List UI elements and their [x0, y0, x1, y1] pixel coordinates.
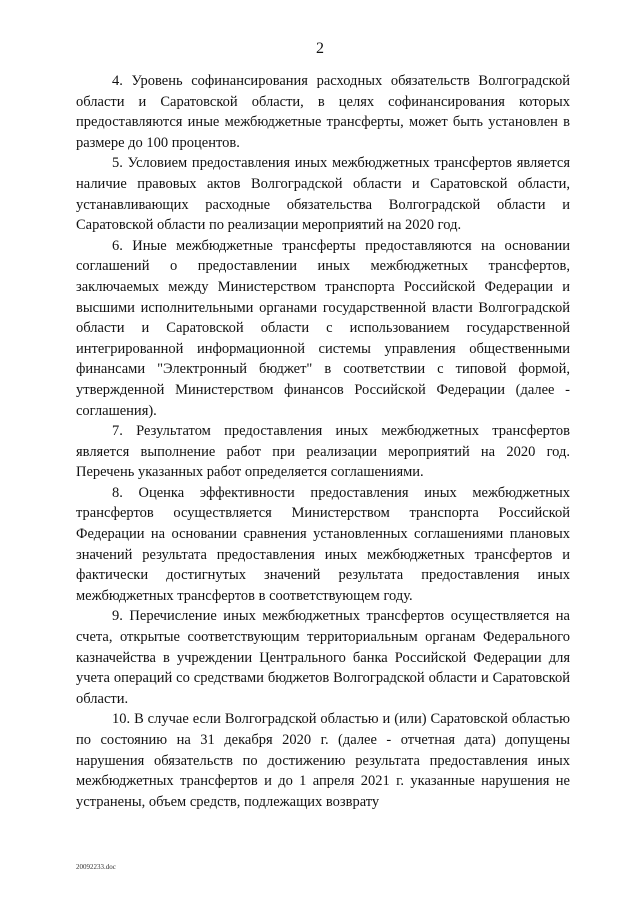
paragraph-9: 9. Перечисление иных межбюджетных трансфертов осуществляется на счета, открытые соответствующим территориальным органам Федерального казначейства в учреждении Центрального банка Российской Федерации для учета операций со средствами бюджетов Волгоградской области и Саратовской области.: [76, 608, 570, 707]
paragraph-5: 5. Условием предоставления иных межбюджетных трансфертов является наличие правовых актов Волгоградской области и Саратовской области, устанавливающих расходные обязательства Волгоградской области и Саратовской области по реализации мероприятий на 2020 год.: [76, 155, 570, 234]
file-name-footer: 20092233.doc: [76, 863, 116, 871]
paragraph-6: 6. Иные межбюджетные трансферты предоставляются на основании соглашений о предоставлении иных межбюджетных трансфертов, заключаемых между Министерством транспорта Российской Федерации и высшими исполнительными органами государственной власти Волгоградской области и Саратовской области с использованием государственной интегрированной информационной системы управления общественными финансами "Электронный бюджет" в соответствии с типовой формой, утвержденной Министерством финансов Российской Федерации (далее - соглашения).: [76, 237, 570, 419]
paragraph-7: 7. Результатом предоставления иных межбюджетных трансфертов является выполнение работ при реализации мероприятий на 2020 год. Перечень указанных работ определяется соглашениями.: [76, 423, 570, 481]
paragraph-10: 10. В случае если Волгоградской областью и (или) Саратовской областью по состоянию на 31 декабря 2020 г. (далее - отчетная дата) допущены нарушения обязательств по достижению результата предоставления иных межбюджетных трансфертов и до 1 апреля 2021 г. указанные нарушения не устранены, объем средств, подлежащих возврату: [76, 711, 570, 810]
paragraph-4: 4. Уровень софинансирования расходных обязательств Волгоградской области и Саратовской области, в целях софинансирования которых предоставляются иные межбюджетные трансферты, может быть установлен в размере до 100 процентов.: [76, 73, 570, 151]
paragraph-8: 8. Оценка эффективности предоставления иных межбюджетных трансфертов осуществляется Министерством транспорта Российской Федерации на основании сравнения установленных соглашениями плановых значений результата предоставления иных межбюджетных трансфертов и фактически достигнутых значений результата предоставления иных межбюджетных трансфертов в соответствующем году.: [76, 484, 570, 604]
document-body: [76, 71, 570, 812]
page-number: 2: [316, 40, 324, 57]
